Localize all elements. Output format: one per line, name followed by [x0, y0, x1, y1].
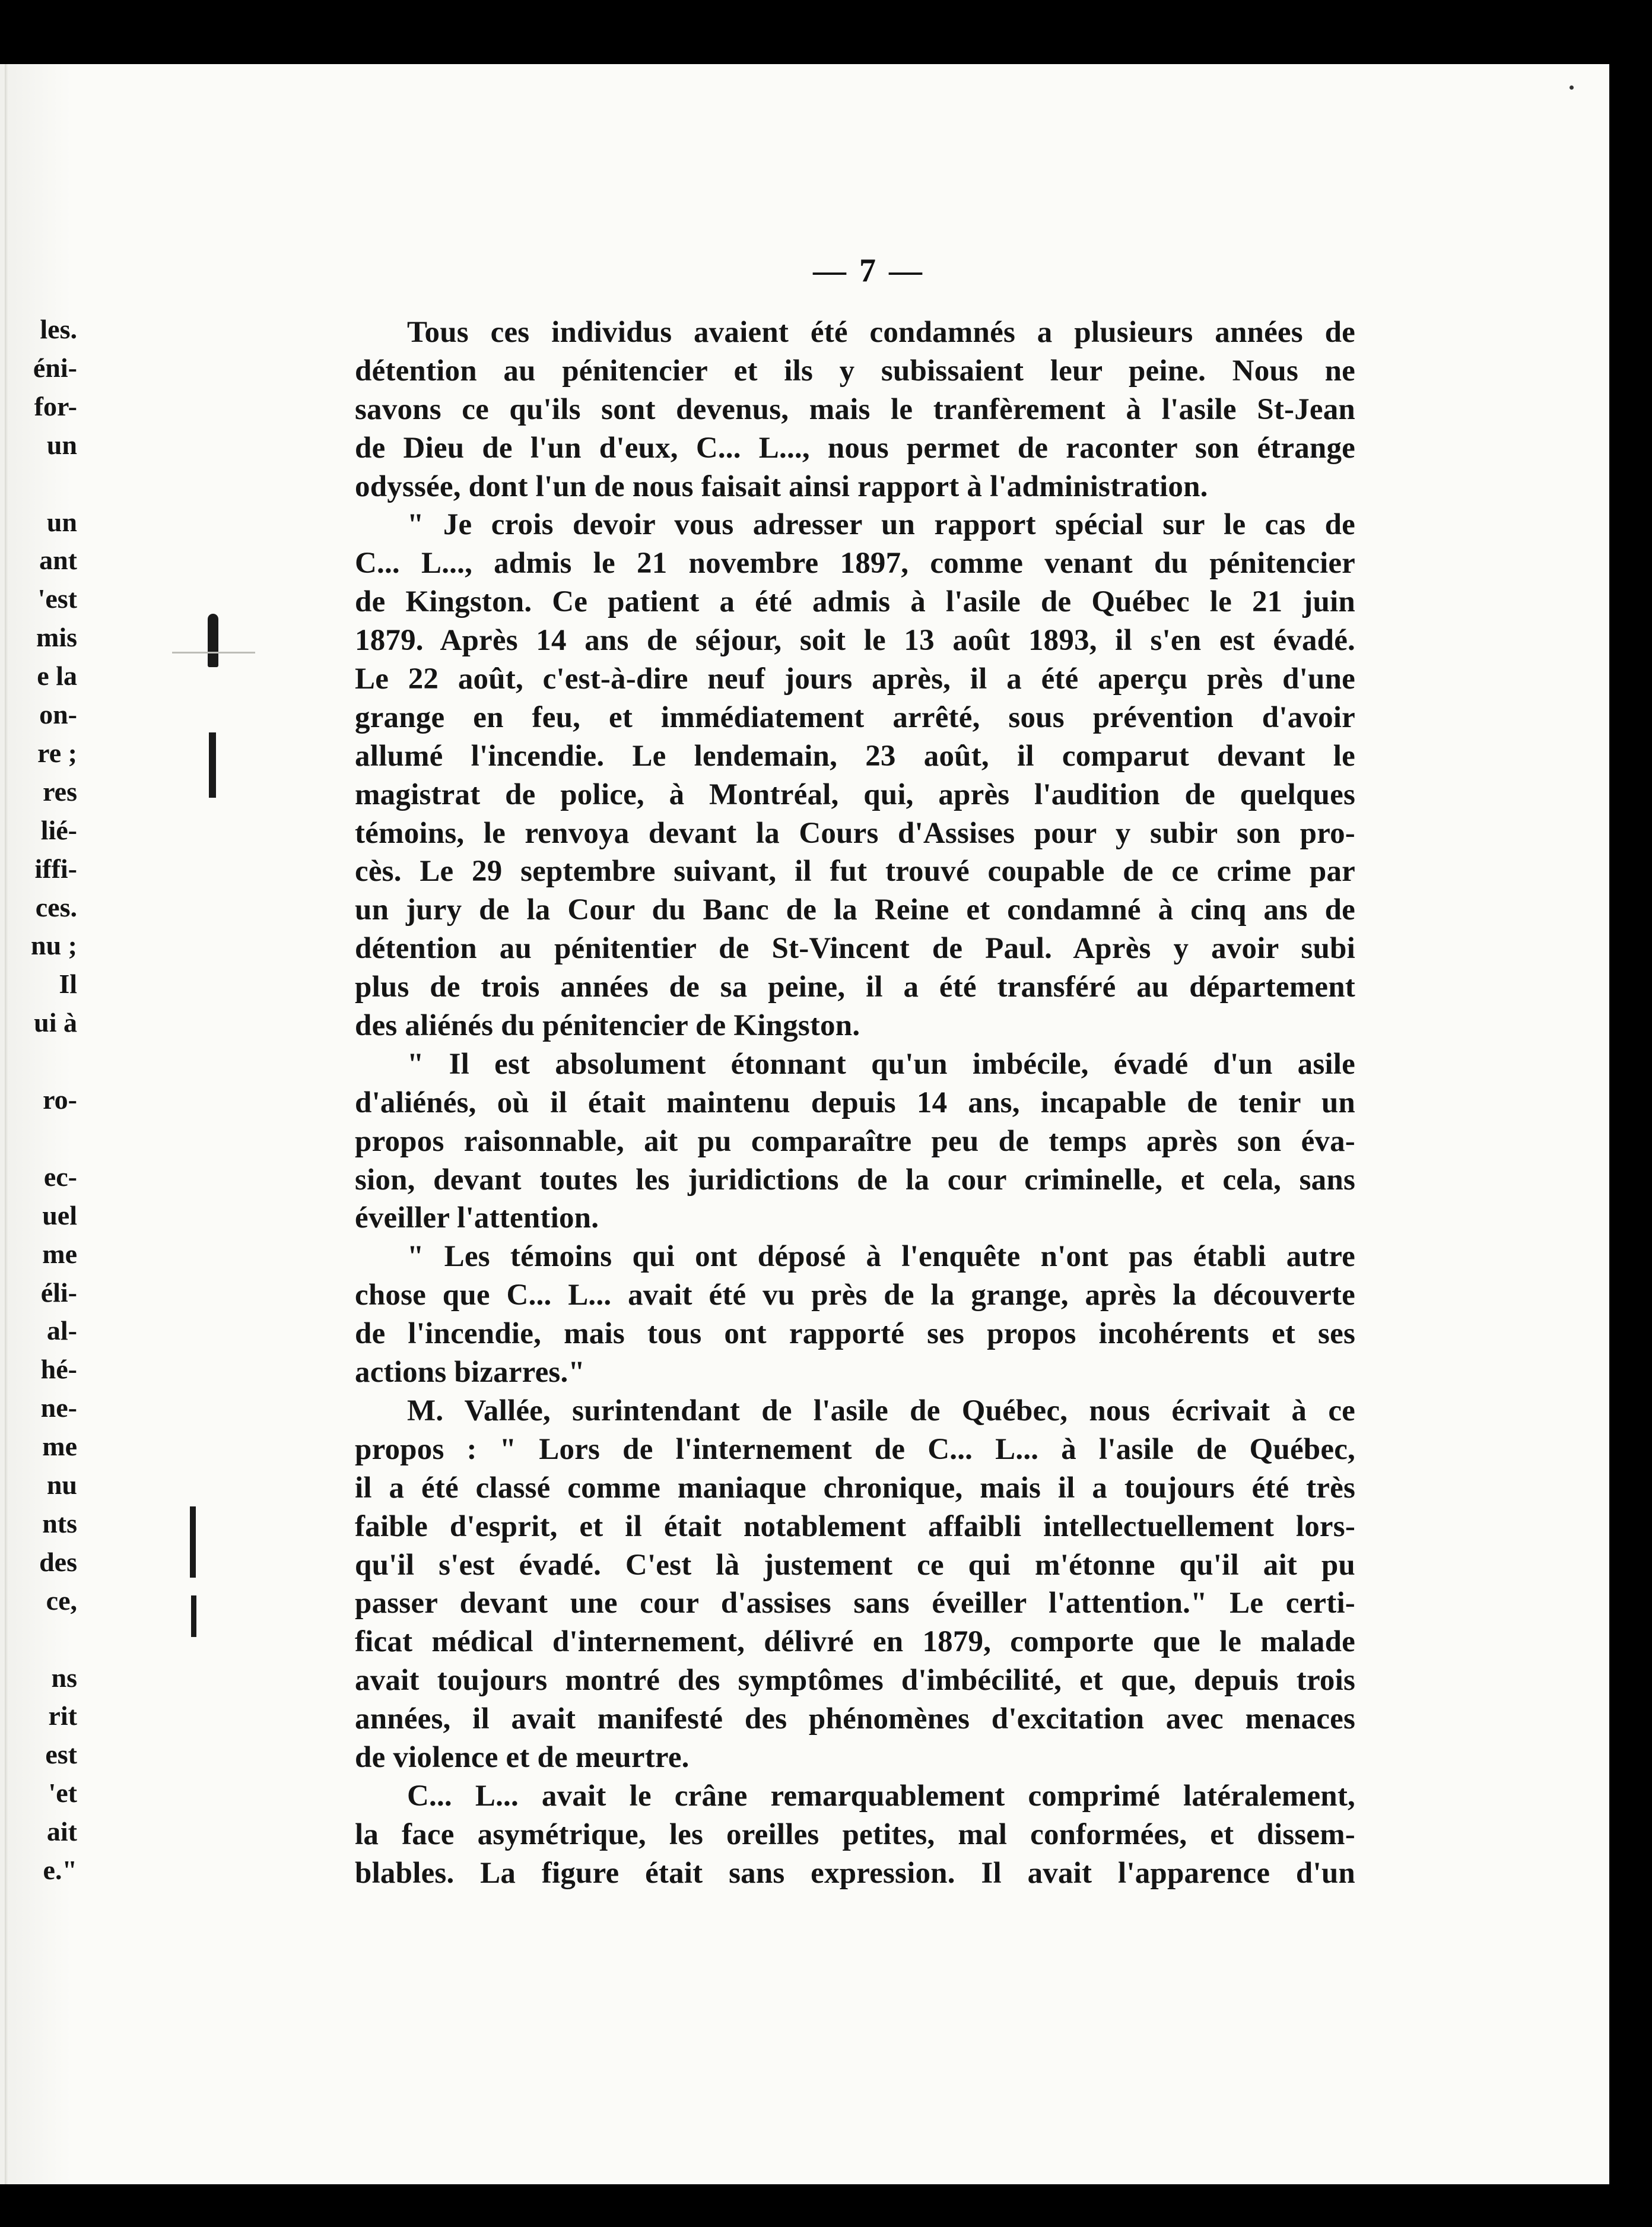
text-line: Le 22 août, c'est-à-dire neuf jours après, il a été aperçu près d'une — [355, 662, 1355, 696]
scan-dot — [1570, 85, 1574, 90]
text-line: allumé l'incendie. Le lendemain, 23 août, il comparut devant le — [355, 739, 1355, 773]
previous-page-fragment: e." — [43, 1855, 77, 1885]
text-line: cès. Le 29 septembre suivant, il fut trouvé coupable de ce crime par — [355, 855, 1355, 889]
text-line: " Les témoins qui ont déposé à l'enquête n'ont pas établi autre — [407, 1240, 1355, 1274]
previous-page-fragment: re ; — [37, 737, 77, 768]
text-line: plus de trois années de sa peine, il a été transféré au département — [355, 970, 1355, 1004]
previous-page-fragment: res — [43, 776, 77, 807]
text-line: C... L... avait le crâne remarquablement comprimé latéralement, — [407, 1779, 1355, 1813]
text-line: Tous ces individus avaient été condamnés a plusieurs années de — [407, 316, 1355, 349]
previous-page-fragment: mis — [36, 622, 77, 653]
previous-page-fragment: me — [42, 1431, 77, 1462]
text-line: éveiller l'attention. — [355, 1201, 599, 1235]
previous-page-fragment: on- — [39, 699, 77, 729]
text-line: années, il avait manifesté des phénomènes d'excitation avec menaces — [355, 1702, 1355, 1736]
text-line: blables. La figure était sans expression. Il avait l'apparence d'un — [355, 1856, 1355, 1890]
previous-page-fragment: ces. — [35, 892, 77, 922]
previous-page-fragment: nu ; — [31, 930, 77, 961]
previous-page-fragment: est — [45, 1739, 77, 1770]
previous-page-fragment: éni- — [33, 352, 77, 383]
binding-mark-middle — [209, 732, 216, 798]
text-line: témoins, le renvoya devant la Cours d'Assises pour y subir son pro- — [355, 816, 1355, 850]
previous-page-fragment: ne- — [40, 1392, 77, 1423]
text-line: savons ce qu'ils sont devenus, mais le tranfèrement à l'asile St-Jean — [355, 392, 1355, 426]
previous-page-fragment: me — [42, 1238, 77, 1269]
text-line: des aliénés du pénitencier de Kingston. — [355, 1009, 860, 1043]
text-line: qu'il s'est évadé. C'est là justement ce qui m'étonne qu'il ait pu — [355, 1548, 1355, 1582]
text-line: magistrat de police, à Montréal, qui, après l'audition de quelques — [355, 778, 1355, 811]
text-line: " Il est absolument étonnant qu'un imbécile, évadé d'un asile — [407, 1047, 1355, 1081]
previous-page-fragment: un — [46, 429, 77, 460]
text-line: sion, devant toutes les juridictions de la cour criminelle, et cela, sans — [355, 1163, 1355, 1197]
page-number: — 7 — — [813, 252, 925, 289]
text-line: détention au pénitentier de St-Vincent de Paul. Après y avoir subi — [355, 932, 1355, 966]
text-line: de Dieu de l'un d'eux, C... L..., nous permet de raconter son étrange — [355, 431, 1355, 465]
previous-page-fragment: des — [39, 1546, 77, 1577]
text-line: 1879. Après 14 ans de séjour, soit le 13 août 1893, il s'en est évadé. — [355, 624, 1355, 658]
previous-page-fragment: 'est — [37, 583, 77, 614]
text-line: passer devant une cour d'assises sans éveiller l'attention." Le certi- — [355, 1587, 1355, 1620]
binding-mark-lower — [190, 1506, 196, 1578]
fold-line — [5, 64, 8, 2184]
text-line: chose que C... L... avait été vu près de la grange, après la découverte — [355, 1279, 1355, 1312]
binding-mark-top — [208, 614, 218, 667]
body-text — [355, 313, 1355, 1893]
previous-page-fragment: ec- — [43, 1161, 77, 1192]
text-line: de violence et de meurtre. — [355, 1740, 690, 1774]
text-line: d'aliénés, où il était maintenu depuis 14 ans, incapable de tenir un — [355, 1086, 1355, 1119]
text-line: ficat médical d'internement, délivré en 1879, comporte que le malade — [355, 1625, 1355, 1659]
previous-page-fragment: ait — [46, 1816, 77, 1847]
text-line: propos : " Lors de l'internement de C... L... à l'asile de Québec, — [355, 1432, 1355, 1466]
previous-page-fragment: nu — [46, 1470, 77, 1500]
previous-page-fragment: ns — [51, 1662, 77, 1693]
previous-page-fragment: les. — [40, 314, 77, 344]
text-line: de Kingston. Ce patient a été admis à l'asile de Québec le 21 juin — [355, 585, 1355, 619]
previous-page-fragment: Il — [59, 969, 77, 1000]
previous-page-fragment: iffi- — [34, 853, 77, 884]
text-line: C... L..., admis le 21 novembre 1897, comme venant du pénitencier — [355, 547, 1355, 580]
text-line: faible d'esprit, et il était notablement affaibli intellectuellement lors- — [355, 1509, 1355, 1543]
previous-page-fragment: 'et — [48, 1778, 77, 1809]
text-line: propos raisonnable, ait pu comparaître peu de temps après son éva- — [355, 1124, 1355, 1158]
text-line: de l'incendie, mais tous ont rapporté ses propos incohérents et ses — [355, 1317, 1355, 1351]
previous-page-fragment: ant — [39, 545, 77, 576]
text-line: la face asymétrique, les oreilles petites, mal conformées, et dissem- — [355, 1817, 1355, 1851]
previous-page-fragment: lié- — [40, 814, 77, 845]
text-line: détention au pénitencier et ils y subissaient leur peine. Nous ne — [355, 354, 1355, 388]
previous-page-fragment: e la — [37, 661, 77, 691]
previous-page-fragment: rit — [48, 1701, 77, 1731]
previous-page-fragment: for- — [34, 391, 77, 421]
text-line: odyssée, dont l'un de nous faisait ainsi rapport à l'administration. — [355, 469, 1208, 503]
previous-page-fragment: ce, — [46, 1585, 77, 1616]
previous-page-fragment: nts — [42, 1508, 77, 1538]
previous-page-fragment: ro- — [43, 1084, 77, 1115]
text-line: avait toujours montré des symptômes d'imbécilité, et que, depuis trois — [355, 1664, 1355, 1698]
page-sheet — [0, 64, 1609, 2184]
binding-mark-thread — [172, 652, 255, 653]
previous-page-fragment: al- — [46, 1315, 77, 1346]
text-line: M. Vallée, surintendant de l'asile de Québec, nous écrivait à ce — [407, 1394, 1355, 1427]
text-line: un jury de la Cour du Banc de la Reine et condamné à cinq ans de — [355, 893, 1355, 927]
text-line: grange en feu, et immédiatement arrêté, sous prévention d'avoir — [355, 700, 1355, 734]
previous-page-fragment: éli- — [40, 1277, 77, 1308]
previous-page-fragment: un — [46, 506, 77, 537]
previous-page-fragment: hé- — [40, 1354, 77, 1385]
previous-page-fragment: ui à — [34, 1007, 77, 1038]
text-line: il a été classé comme maniaque chronique, mais il a toujours été très — [355, 1471, 1355, 1505]
binding-mark-lower-2 — [191, 1595, 196, 1637]
text-line: " Je crois devoir vous adresser un rapport spécial sur le cas de — [407, 508, 1355, 542]
text-line: actions bizarres." — [355, 1356, 585, 1390]
previous-page-fragment: uel — [42, 1200, 77, 1230]
